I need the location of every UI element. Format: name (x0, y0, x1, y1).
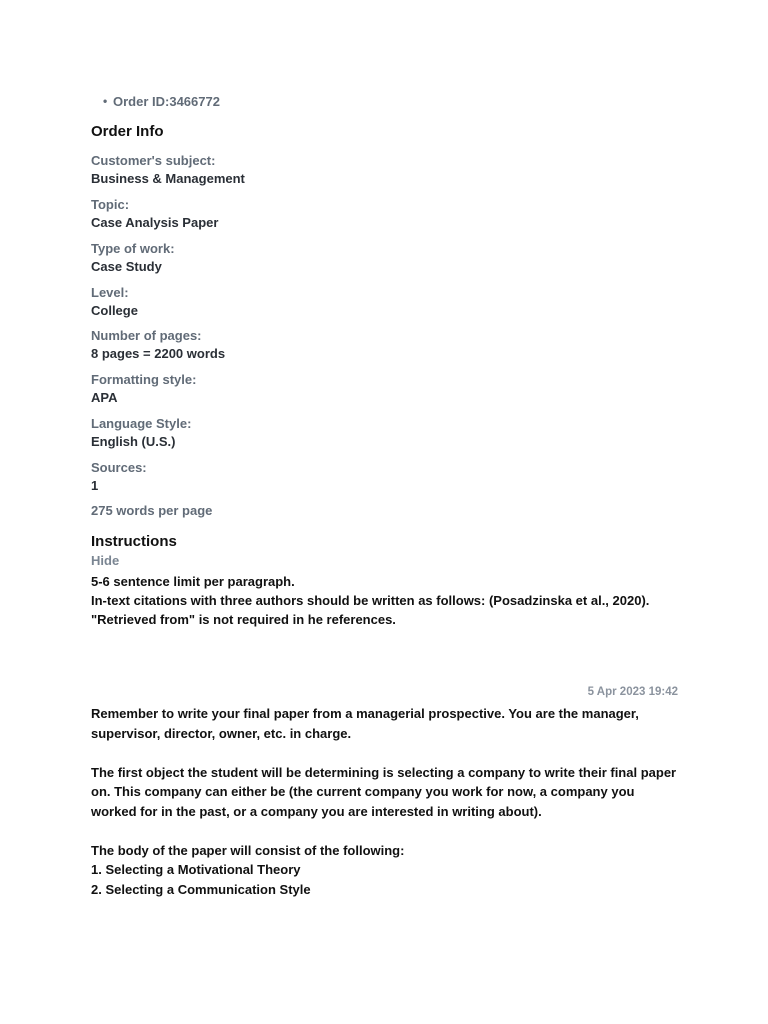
field-label: Formatting style: (91, 372, 197, 387)
instructions-title: Instructions (91, 533, 177, 550)
list-item: 1. Selecting a Motivational Theory (91, 862, 301, 877)
field-value: Case Study (91, 259, 162, 274)
field-topic (91, 196, 218, 232)
words-per-page (91, 502, 212, 520)
message-body (91, 704, 681, 899)
hide-instructions-button[interactable]: Hide (91, 553, 120, 568)
field-value: 8 pages = 2200 words (91, 346, 226, 361)
field-value: English (U.S.) (91, 434, 176, 449)
instructions-body (91, 572, 691, 629)
field-label: Sources: (91, 460, 147, 475)
order-id: Order ID:3466772 (113, 94, 220, 109)
field-language-style (91, 415, 191, 451)
instruction-line: 5-6 sentence limit per paragraph. (91, 574, 295, 589)
field-level (91, 284, 138, 320)
field-value: Business & Management (91, 171, 245, 186)
field-value: College (91, 303, 138, 318)
field-value: Case Analysis Paper (91, 215, 219, 230)
instruction-line: "Retrieved from" is not required in he references. (91, 612, 396, 627)
field-label: Topic: (91, 197, 130, 212)
field-label: Number of pages: (91, 328, 202, 343)
order-id-item (103, 94, 220, 109)
instruction-line: In-text citations with three authors should be written as follows: (Posadzinska et al., 2020). (91, 593, 650, 608)
bullet-icon: • (103, 94, 108, 108)
requirements-list (91, 860, 681, 899)
field-type-of-work (91, 240, 175, 276)
message-paragraph: Remember to write your final paper from a managerial prospective. You are the manager, supervisor, director, owner, etc. in charge. (91, 706, 639, 741)
field-sources (91, 459, 147, 495)
message-timestamp: 5 Apr 2023 19:42 (587, 686, 678, 698)
field-formatting-style (91, 371, 196, 407)
field-label: Customer's subject: (91, 153, 216, 168)
message-paragraph: The body of the paper will consist of the following: (91, 842, 405, 858)
words-per-page-text: 275 words per page (91, 503, 213, 518)
order-info-title: Order Info (91, 123, 164, 140)
field-label: Level: (91, 285, 129, 300)
list-item: 2. Selecting a Communication Style (91, 881, 311, 897)
field-value: 1 (91, 478, 99, 493)
field-subject (91, 152, 245, 188)
field-label: Type of work: (91, 241, 175, 256)
message-paragraph: The first object the student will be determining is selecting a company to write their final paper on. This company can either be (the current company you work for now, a company you worked for in the past, or a company you are interested in writing about). (91, 764, 677, 819)
field-value: APA (91, 390, 118, 405)
field-number-of-pages (91, 327, 225, 363)
field-label: Language Style: (91, 416, 192, 431)
